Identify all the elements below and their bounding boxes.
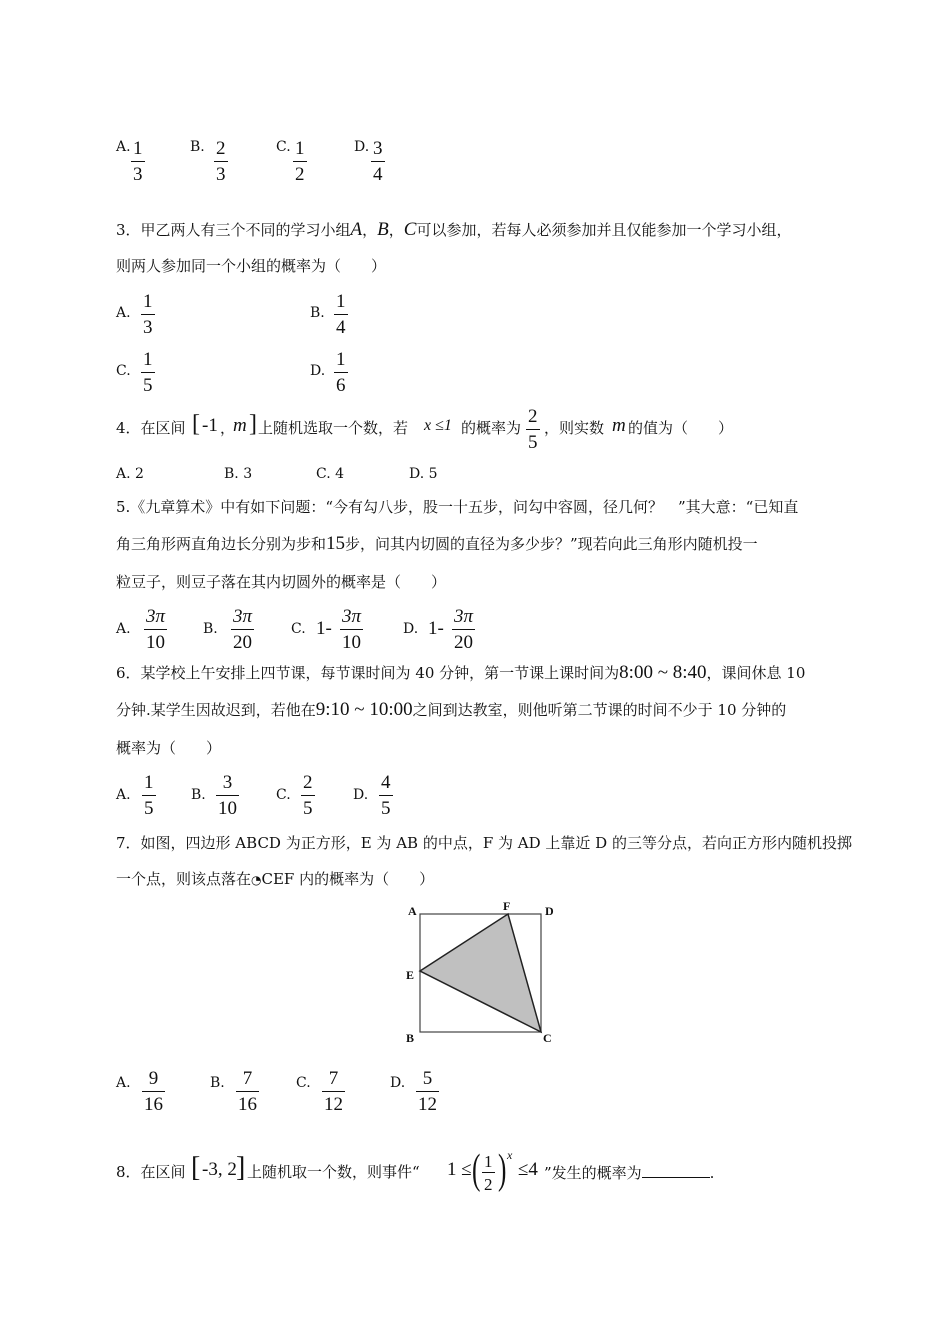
q4-mid-2: 的概率为 — [461, 419, 522, 437]
q7-line-2 — [116, 869, 434, 890]
q3-option-b-fraction — [334, 291, 348, 339]
q8-mid: 上随机取一个数，则事件“ — [247, 1163, 420, 1181]
q3-option-a-fraction — [141, 291, 155, 339]
q5-option-d-fraction — [452, 606, 475, 654]
q4-bracket-right: ] — [249, 411, 257, 437]
q7-option-d-fraction — [416, 1068, 439, 1116]
q2-option-b-fraction — [214, 138, 228, 186]
q8-prefix: 8．在区间 — [116, 1163, 186, 1181]
q8-inequality-left: 1 ≤ — [447, 1159, 472, 1180]
q5-line-2 — [116, 534, 758, 554]
q7-text: 一个点，则该点落在 — [116, 870, 252, 888]
fraction-numerator: 3 — [373, 138, 383, 159]
q7-line-1: 7．如图，四边形 ABCD 为正方形，E 为 AB 的中点，F 为 AD 上靠近 D 的三等分点，若向正方形内随机投掷 — [116, 834, 852, 852]
q7-square-figure — [400, 898, 560, 1046]
q3-comma: ， — [362, 221, 378, 239]
fraction-numerator: 3π — [454, 606, 474, 627]
figure-label-e: E — [406, 968, 415, 982]
q2-option-d-letter: D. — [354, 139, 370, 155]
q4-mid-1: 上随机选取一个数，若 — [258, 419, 409, 437]
q6-option-b-fraction — [216, 772, 239, 820]
q3-option-a-letter: A. — [116, 305, 131, 321]
q6-time-range: 8:00 ~ 8:40 — [619, 662, 707, 683]
option-letter: C. — [316, 466, 331, 482]
q5-option-c-fraction — [340, 606, 363, 654]
q5-text: 角三角形两直角边长分别为步和 — [116, 535, 327, 553]
figure-label-a: A — [408, 904, 417, 918]
fraction-denominator: 16 — [144, 1094, 163, 1115]
q8-inequality-right: ≤4 — [518, 1159, 538, 1180]
fraction-denominator: 5 — [143, 375, 153, 396]
figure-label-c: C — [543, 1031, 552, 1045]
q6-option-c-letter: C. — [276, 787, 291, 803]
fraction-denominator: 10 — [146, 632, 166, 653]
fraction-denominator: 16 — [238, 1094, 257, 1115]
q6-text: 6．某学校上午安排上四节课，每节课时间为 40 分钟，第一节课上课时间为 — [116, 664, 620, 682]
q6-text: 之间到达教室，则他听第二节课的时间不少于 10 分钟的 — [412, 701, 787, 719]
q2-option-b-letter: B. — [190, 139, 205, 155]
q6-option-b-letter: B. — [191, 787, 206, 803]
q2-option-c-fraction — [293, 138, 307, 186]
q6-text: 分钟.某学生因故迟到，若他在 — [116, 701, 316, 719]
square-figure-svg — [400, 898, 560, 1046]
q4-interval-m: m — [233, 415, 247, 436]
fraction-denominator: 12 — [324, 1094, 343, 1115]
fraction-denominator: 4 — [373, 164, 383, 185]
q5-option-a-letter: A. — [116, 621, 131, 637]
q5-line-1: 5.《九章算术》中有如下问题：“今有勾八步，股一十五步，问勾中容圆，径几何？ ”其大意：“已知直 — [116, 498, 799, 516]
q4-bracket-left: [ — [192, 411, 200, 437]
q8-bracket-left: [ — [191, 1152, 201, 1183]
fraction-denominator: 20 — [233, 632, 253, 653]
fraction-numerator: 1 — [133, 138, 143, 159]
figure-label-f: F — [503, 899, 511, 913]
fraction-numerator: 1 — [143, 291, 153, 312]
q7-text: CEF 内的概率为（ ） — [261, 870, 435, 888]
q3-var-b: B — [377, 219, 389, 240]
q3-text: 3．甲乙两人有三个不同的学习小组 — [116, 221, 351, 239]
q6-line-1 — [116, 663, 805, 683]
q6-time-range: 9:10 ~ 10:00 — [315, 699, 413, 720]
q6-line-3: 概率为（ ） — [116, 739, 222, 757]
q3-option-c-fraction — [141, 349, 155, 397]
fraction-denominator: 10 — [342, 632, 362, 653]
q3-line-2: 则两人参加同一个小组的概率为（ ） — [116, 257, 387, 275]
option-letter: B. — [224, 466, 239, 482]
q7-option-a-letter: A. — [116, 1075, 131, 1091]
q3-option-d-fraction — [334, 349, 348, 397]
q5-option-b-letter: B. — [203, 621, 218, 637]
q4-condition: x ≤1 — [424, 417, 452, 434]
fraction-numerator: 1 — [336, 291, 346, 312]
q4-option-b — [224, 466, 252, 482]
fraction-numerator: 1 — [144, 772, 154, 793]
q8-suffix — [544, 1161, 714, 1183]
q5-option-c-letter: C. — [291, 621, 306, 637]
q8-period: . — [709, 1164, 715, 1182]
fraction-numerator: 3π — [146, 606, 166, 627]
q8-exponent: x — [507, 1148, 513, 1162]
fraction-denominator: 5 — [144, 798, 154, 819]
option-letter: D. — [409, 466, 425, 482]
triangle-cef — [420, 914, 541, 1032]
fraction-denominator: 5 — [528, 432, 538, 453]
triangle-symbol-icon: ◔ — [251, 873, 262, 887]
fraction-numerator: 1 — [336, 349, 346, 370]
fraction-denominator: 12 — [418, 1094, 437, 1115]
fraction-denominator: 20 — [454, 632, 474, 653]
q4-option-a — [116, 466, 144, 482]
fraction-numerator: 1 — [143, 349, 153, 370]
fraction-numerator: 2 — [216, 138, 226, 159]
q8-suffix-text: ”发生的概率为 — [544, 1164, 642, 1182]
option-value: 2 — [135, 466, 144, 482]
q7-option-b-fraction — [236, 1068, 259, 1116]
q8-paren-right: ) — [498, 1147, 507, 1193]
option-letter: A. — [116, 466, 131, 482]
fraction-numerator: 2 — [303, 772, 313, 793]
q2-option-c-letter: C. — [276, 139, 291, 155]
fraction-numerator: 1 — [484, 1152, 493, 1171]
fraction-numerator: 1 — [295, 138, 305, 159]
q3-line-1 — [116, 220, 792, 240]
fraction-numerator: 9 — [148, 1068, 159, 1089]
q5-text: 步，问其内切圆的直径为多少步？”现若向此三角形内随机投一 — [345, 535, 758, 553]
q7-option-a-fraction — [142, 1068, 165, 1116]
fraction-numerator: 3π — [233, 606, 253, 627]
q3-option-b-letter: B. — [310, 305, 325, 321]
q8-paren-left: ( — [472, 1147, 481, 1193]
figure-label-b: B — [406, 1031, 415, 1045]
q5-number: 15 — [326, 533, 346, 554]
fraction-denominator: 5 — [303, 798, 313, 819]
q3-option-c-letter: C. — [116, 363, 131, 379]
option-value: 5 — [428, 466, 438, 482]
fraction-denominator: 3 — [143, 317, 153, 338]
q4-option-d — [409, 466, 438, 482]
fraction-denominator: 5 — [381, 798, 391, 819]
q7-option-b-letter: B. — [210, 1075, 225, 1091]
fraction-denominator: 2 — [295, 164, 305, 185]
q5-line-3: 粒豆子，则豆子落在其内切圆外的概率是（ ） — [116, 573, 447, 591]
q8-interval: -3, 2 — [202, 1159, 237, 1180]
fraction-denominator: 4 — [336, 317, 346, 338]
q6-option-d-letter: D. — [353, 787, 369, 803]
q2-option-a-letter: A. — [116, 139, 131, 155]
q3-comma: ， — [388, 221, 404, 239]
q7-option-c-letter: C. — [296, 1075, 311, 1091]
figure-label-d: D — [545, 904, 554, 918]
q8-bracket-right: ] — [236, 1152, 246, 1183]
q5-option-d-prefix: 1- — [428, 618, 444, 639]
q3-option-d-letter: D. — [310, 363, 326, 379]
q7-option-c-fraction — [322, 1068, 345, 1116]
q4-suffix: 的值为（ ） — [628, 419, 734, 437]
q6-option-a-fraction — [142, 772, 156, 820]
q6-line-2 — [116, 700, 786, 720]
fraction-numerator: 3 — [222, 772, 233, 793]
q4-prefix: 4．在区间 — [116, 419, 186, 437]
answer-blank[interactable] — [642, 1161, 710, 1178]
q3-var-a: A — [350, 219, 363, 240]
q5-option-b-fraction — [231, 606, 254, 654]
fraction-denominator: 3 — [133, 164, 143, 185]
q5-option-d-letter: D. — [403, 621, 419, 637]
q5-option-c-prefix: 1- — [316, 618, 332, 639]
q4-probability-fraction — [526, 406, 540, 454]
q3-var-c: C — [403, 219, 417, 240]
q4-var-m: m — [612, 415, 626, 436]
fraction-denominator: 2 — [484, 1175, 493, 1194]
q6-option-a-letter: A. — [116, 787, 131, 803]
fraction-numerator: 3π — [342, 606, 362, 627]
fraction-numerator: 2 — [528, 406, 538, 427]
q7-option-d-letter: D. — [390, 1075, 406, 1091]
q4-interval-comma: ， — [220, 419, 236, 437]
q4-mid-3: ，则实数 — [544, 419, 605, 437]
fraction-numerator: 7 — [328, 1068, 339, 1089]
q2-option-a-fraction — [131, 138, 145, 186]
q5-option-a-fraction — [144, 606, 167, 654]
q6-option-d-fraction — [379, 772, 393, 820]
option-value: 4 — [335, 466, 345, 482]
q8-base-fraction — [482, 1152, 495, 1194]
fraction-denominator: 6 — [336, 375, 346, 396]
fraction-numerator: 5 — [422, 1068, 433, 1089]
q4-interval-a: -1 — [202, 415, 218, 436]
fraction-numerator: 7 — [242, 1068, 253, 1089]
q4-option-c — [316, 466, 344, 482]
q6-option-c-fraction — [301, 772, 315, 820]
fraction-numerator: 4 — [381, 772, 391, 793]
q6-text: ，课间休息 10 — [706, 664, 806, 682]
q2-option-d-fraction — [371, 138, 385, 186]
q3-text: 可以参加，若每人必须参加并且仅能参加一个学习小组， — [416, 221, 792, 239]
fraction-denominator: 3 — [216, 164, 226, 185]
fraction-denominator: 10 — [218, 798, 237, 819]
option-value: 3 — [243, 466, 253, 482]
